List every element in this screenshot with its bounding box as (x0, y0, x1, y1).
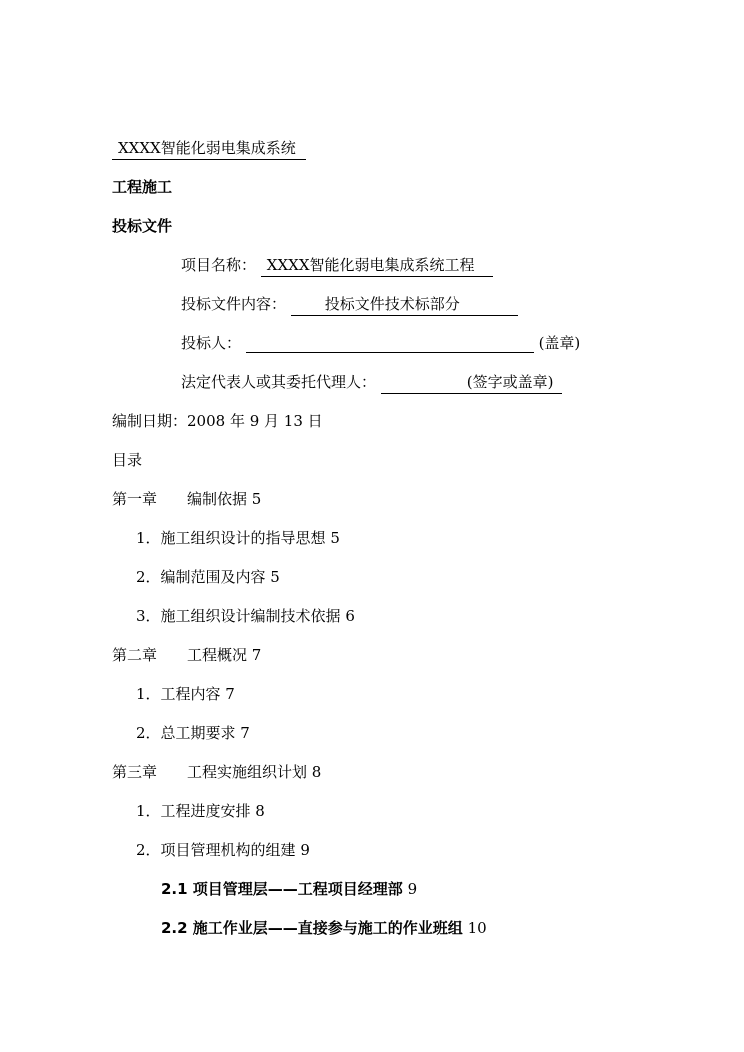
bid-content-label: 投标文件内容： (181, 295, 287, 313)
toc-chapter-2: 第二章 工程概况 7 (112, 646, 262, 664)
bid-document-heading: 投标文件 (112, 217, 173, 235)
toc-subitem-2-1-title: 2.1 项目管理层——工程项目经理部 (161, 880, 403, 898)
toc-chapter-1: 第一章 编制依据 5 (112, 490, 262, 508)
toc-subitem-2-1-page: 9 (407, 880, 418, 898)
legal-rep-label: 法定代表人或其委托代理人： (181, 373, 377, 391)
toc-chapter-3: 第三章 工程实施组织计划 8 (112, 763, 322, 781)
legal-rep-signature: (签字或盖章) (381, 372, 562, 394)
toc-subitem-2-2-title: 2.2 施工作业层——直接参与施工的作业班组 (161, 919, 463, 937)
toc-heading: 目录 (112, 451, 143, 469)
project-name-row (181, 255, 493, 277)
system-title: XXXX智能化弱电集成系统 (112, 138, 306, 160)
toc-subitem-2-2-page: 10 (467, 919, 487, 937)
project-type-heading: 工程施工 (112, 178, 173, 196)
bidder-signature-line (246, 335, 534, 353)
bidder-row (181, 333, 580, 353)
bidder-seal-note: (盖章) (538, 334, 581, 352)
toc-subitem-2-1 (161, 879, 417, 899)
toc-item-2-2: 2．总工期要求 7 (136, 724, 250, 742)
bidder-label: 投标人： (181, 334, 242, 352)
bid-content-row (181, 294, 518, 316)
toc-item-1-2: 2．编制范围及内容 5 (136, 568, 280, 586)
toc-item-2-1: 1．工程内容 7 (136, 685, 235, 703)
toc-item-3-2: 2．项目管理机构的组建 9 (136, 841, 310, 859)
toc-item-3-1: 1．工程进度安排 8 (136, 802, 265, 820)
toc-item-1-1: 1．施工组织设计的指导思想 5 (136, 529, 340, 547)
toc-subitem-2-2 (161, 918, 487, 938)
project-name-value: XXXX智能化弱电集成系统工程 (261, 255, 493, 277)
bid-content-value: 投标文件技术标部分 (291, 294, 518, 316)
project-name-label: 项目名称： (181, 256, 257, 274)
legal-rep-row (181, 372, 562, 394)
toc-item-1-3: 3．施工组织设计编制技术依据 6 (136, 607, 355, 625)
compile-date: 编制日期：2008 年 9 月 13 日 (112, 412, 323, 430)
